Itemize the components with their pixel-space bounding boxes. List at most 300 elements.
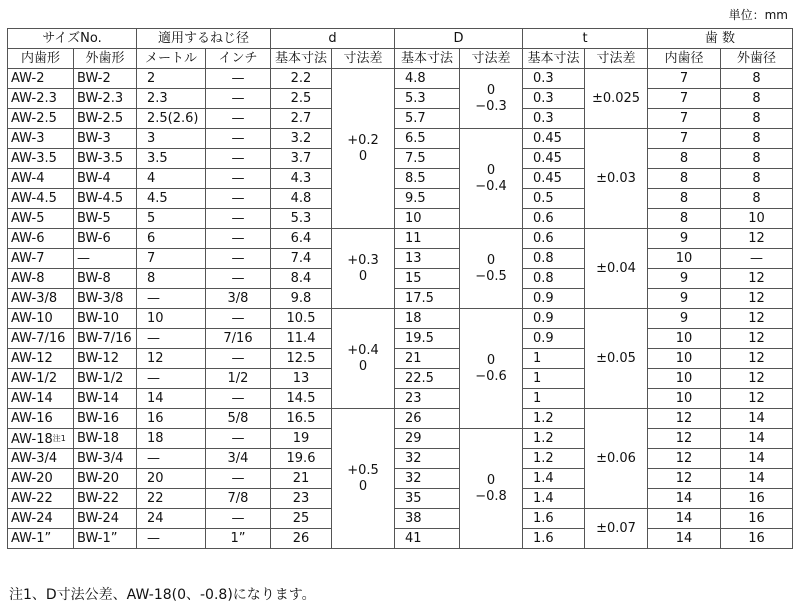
table-row — [8, 289, 793, 309]
table-row — [8, 109, 793, 129]
d-basic-cell: 3.7 — [271, 149, 332, 169]
tolerance-upper: 0 — [486, 82, 496, 98]
inner-type-label: AW-14 — [11, 391, 53, 406]
tolerance-lower: 0 — [358, 358, 368, 374]
header-d-tolerance: 寸法差 — [332, 49, 395, 69]
t-basic-cell: 1.2 — [523, 409, 585, 429]
tolerance-upper: 0 — [486, 472, 496, 488]
t-tolerance-cell: ±0.025 — [585, 69, 648, 129]
teeth-outer-cell: 8 — [721, 69, 793, 89]
inch-thread-cell: — — [206, 269, 271, 289]
t-basic-cell: 1.6 — [523, 529, 585, 549]
inner-type-cell — [8, 409, 74, 429]
teeth-outer-cell: 8 — [721, 149, 793, 169]
d-tolerance-cell — [332, 229, 395, 309]
D-basic-cell: 11 — [395, 229, 460, 249]
metric-thread-cell: — — [137, 449, 206, 469]
t-basic-cell: 0.8 — [523, 269, 585, 289]
outer-type-cell: BW-3 — [74, 129, 137, 149]
d-basic-cell: 2.7 — [271, 109, 332, 129]
teeth-inner-cell: 12 — [648, 469, 721, 489]
D-basic-cell: 32 — [395, 469, 460, 489]
inch-thread-cell: 7/16 — [206, 329, 271, 349]
inner-type-cell — [8, 189, 74, 209]
D-basic-cell: 22.5 — [395, 369, 460, 389]
teeth-inner-cell: 7 — [648, 129, 721, 149]
d-basic-cell: 9.8 — [271, 289, 332, 309]
footnote-marker: 注1 — [52, 433, 66, 443]
table-row — [8, 429, 793, 449]
inner-type-cell — [8, 529, 74, 549]
D-basic-cell: 4.8 — [395, 69, 460, 89]
metric-thread-cell: 10 — [137, 309, 206, 329]
t-basic-cell: 1.4 — [523, 489, 585, 509]
d-basic-cell: 2.5 — [271, 89, 332, 109]
inch-thread-cell: — — [206, 389, 271, 409]
teeth-inner-cell: 9 — [648, 289, 721, 309]
d-basic-cell: 25 — [271, 509, 332, 529]
metric-thread-cell: 5 — [137, 209, 206, 229]
inch-thread-cell: — — [206, 309, 271, 329]
D-basic-cell: 18 — [395, 309, 460, 329]
tolerance-upper: 0 — [486, 252, 496, 268]
D-basic-cell: 17.5 — [395, 289, 460, 309]
d-basic-cell: 23 — [271, 489, 332, 509]
teeth-outer-cell: 12 — [721, 269, 793, 289]
inner-type-cell — [8, 169, 74, 189]
D-basic-cell: 9.5 — [395, 189, 460, 209]
tolerance-upper: 0 — [486, 162, 496, 178]
inner-type-label: AW-5 — [11, 211, 45, 226]
outer-type-cell: BW-7/16 — [74, 329, 137, 349]
inner-type-label: AW-1” — [11, 531, 52, 546]
teeth-inner-cell: 8 — [648, 209, 721, 229]
inner-type-label: AW-2 — [11, 71, 45, 86]
inner-type-cell — [8, 209, 74, 229]
inch-thread-cell: — — [206, 509, 271, 529]
inner-type-label: AW-24 — [11, 511, 53, 526]
outer-type-cell: BW-8 — [74, 269, 137, 289]
outer-type-cell: BW-24 — [74, 509, 137, 529]
header-t-basic: 基本寸法 — [523, 49, 585, 69]
metric-thread-cell: 2 — [137, 69, 206, 89]
D-basic-cell: 10 — [395, 209, 460, 229]
inch-thread-cell: 3/4 — [206, 449, 271, 469]
table-row — [8, 189, 793, 209]
outer-type-cell: BW-18 — [74, 429, 137, 449]
inner-type-label: AW-4 — [11, 171, 45, 186]
header-d-basic: 基本寸法 — [271, 49, 332, 69]
d-tolerance-cell — [332, 309, 395, 409]
t-tolerance-cell: ±0.06 — [585, 409, 648, 509]
D-basic-cell: 8.5 — [395, 169, 460, 189]
t-basic-cell: 1.4 — [523, 469, 585, 489]
teeth-inner-cell: 9 — [648, 309, 721, 329]
inner-type-label: AW-16 — [11, 411, 53, 426]
d-basic-cell: 13 — [271, 369, 332, 389]
header-size-group: サイズNo. — [8, 29, 137, 49]
metric-thread-cell: 6 — [137, 229, 206, 249]
d-basic-cell: 4.8 — [271, 189, 332, 209]
table-row — [8, 69, 793, 89]
t-basic-cell: 1.6 — [523, 509, 585, 529]
teeth-inner-cell: 8 — [648, 189, 721, 209]
t-basic-cell: 0.3 — [523, 109, 585, 129]
inner-type-label: AW-7/16 — [11, 331, 66, 346]
inner-type-cell — [8, 249, 74, 269]
t-basic-cell: 0.3 — [523, 89, 585, 109]
inch-thread-cell: — — [206, 129, 271, 149]
metric-thread-cell: 12 — [137, 349, 206, 369]
D-basic-cell: 35 — [395, 489, 460, 509]
D-tolerance-cell — [460, 129, 523, 229]
table-body — [8, 69, 793, 549]
tolerance-lower: 0 — [358, 148, 368, 164]
teeth-outer-cell: 16 — [721, 509, 793, 529]
teeth-outer-cell: 16 — [721, 529, 793, 549]
D-basic-cell: 19.5 — [395, 329, 460, 349]
inner-type-label: AW-3/4 — [11, 451, 58, 466]
header-group-row — [8, 29, 793, 49]
tolerance-upper: +0.5 — [347, 462, 379, 478]
inner-type-cell — [8, 329, 74, 349]
outer-type-cell: BW-1/2 — [74, 369, 137, 389]
header-thread-group: 適用するねじ径 — [137, 29, 271, 49]
inner-type-cell — [8, 349, 74, 369]
t-basic-cell: 0.3 — [523, 69, 585, 89]
inner-type-label: AW-18 — [11, 431, 53, 447]
inner-type-label: AW-8 — [11, 271, 45, 286]
d-basic-cell: 19.6 — [271, 449, 332, 469]
outer-type-cell: BW-1” — [74, 529, 137, 549]
t-basic-cell: 1 — [523, 389, 585, 409]
table-row — [8, 309, 793, 329]
inch-thread-cell: — — [206, 169, 271, 189]
metric-thread-cell: 8 — [137, 269, 206, 289]
tolerance-upper: +0.2 — [347, 132, 379, 148]
table-row — [8, 509, 793, 529]
inner-type-cell — [8, 429, 74, 449]
teeth-inner-cell: 8 — [648, 169, 721, 189]
D-basic-cell: 23 — [395, 389, 460, 409]
d-basic-cell: 26 — [271, 529, 332, 549]
teeth-inner-cell: 10 — [648, 329, 721, 349]
t-tolerance-cell: ±0.04 — [585, 229, 648, 309]
t-tolerance-cell: ±0.03 — [585, 129, 648, 229]
t-basic-cell: 0.5 — [523, 189, 585, 209]
tolerance-lower: −0.5 — [475, 268, 507, 284]
header-teeth-inner: 内歯径 — [648, 49, 721, 69]
table-row — [8, 149, 793, 169]
teeth-inner-cell: 9 — [648, 269, 721, 289]
outer-type-cell: BW-16 — [74, 409, 137, 429]
teeth-inner-cell: 12 — [648, 409, 721, 429]
metric-thread-cell: — — [137, 289, 206, 309]
d-basic-cell: 16.5 — [271, 409, 332, 429]
d-tolerance-cell — [332, 409, 395, 549]
d-basic-cell: 5.3 — [271, 209, 332, 229]
D-basic-cell: 6.5 — [395, 129, 460, 149]
inch-thread-cell: — — [206, 69, 271, 89]
table-row — [8, 349, 793, 369]
teeth-outer-cell: — — [721, 249, 793, 269]
footnote: 注1、D寸法公差、AW-18(0、-0.8)になります。 — [9, 587, 316, 603]
header-teeth-outer: 外歯径 — [721, 49, 793, 69]
d-basic-cell: 2.2 — [271, 69, 332, 89]
inner-type-cell — [8, 369, 74, 389]
metric-thread-cell: 3 — [137, 129, 206, 149]
inch-thread-cell: — — [206, 109, 271, 129]
inner-type-label: AW-6 — [11, 231, 45, 246]
outer-type-cell: — — [74, 249, 137, 269]
D-basic-cell: 32 — [395, 449, 460, 469]
inch-thread-cell: — — [206, 89, 271, 109]
inch-thread-cell: — — [206, 149, 271, 169]
metric-thread-cell: 16 — [137, 409, 206, 429]
inner-type-label: AW-20 — [11, 471, 53, 486]
metric-thread-cell: 2.5(2.6) — [137, 109, 206, 129]
outer-type-cell: BW-3.5 — [74, 149, 137, 169]
teeth-inner-cell: 12 — [648, 429, 721, 449]
inch-thread-cell: — — [206, 429, 271, 449]
metric-thread-cell: 2.3 — [137, 89, 206, 109]
inner-type-cell — [8, 449, 74, 469]
t-basic-cell: 1 — [523, 369, 585, 389]
inner-type-label: AW-2.3 — [11, 91, 57, 106]
t-basic-cell: 0.9 — [523, 329, 585, 349]
outer-type-cell: BW-20 — [74, 469, 137, 489]
header-inch: インチ — [206, 49, 271, 69]
t-basic-cell: 1.2 — [523, 429, 585, 449]
teeth-inner-cell: 7 — [648, 69, 721, 89]
inch-thread-cell: 3/8 — [206, 289, 271, 309]
t-basic-cell: 0.6 — [523, 229, 585, 249]
inch-thread-cell: 1” — [206, 529, 271, 549]
header-t-tolerance: 寸法差 — [585, 49, 648, 69]
teeth-outer-cell: 14 — [721, 429, 793, 449]
t-basic-cell: 0.6 — [523, 209, 585, 229]
outer-type-cell: BW-12 — [74, 349, 137, 369]
teeth-inner-cell: 8 — [648, 149, 721, 169]
tolerance-lower: 0 — [358, 268, 368, 284]
table-row — [8, 329, 793, 349]
inner-type-label: AW-3/8 — [11, 291, 58, 306]
header-outer-type: 外歯形 — [74, 49, 137, 69]
outer-type-cell: BW-2.3 — [74, 89, 137, 109]
teeth-outer-cell: 16 — [721, 489, 793, 509]
metric-thread-cell: 7 — [137, 249, 206, 269]
teeth-outer-cell: 8 — [721, 89, 793, 109]
D-basic-cell: 5.3 — [395, 89, 460, 109]
tolerance-lower: −0.6 — [475, 368, 507, 384]
teeth-outer-cell: 8 — [721, 169, 793, 189]
table-row — [8, 229, 793, 249]
teeth-inner-cell: 10 — [648, 249, 721, 269]
table-row — [8, 409, 793, 429]
table-row — [8, 389, 793, 409]
washer-spec-table — [7, 28, 793, 549]
d-basic-cell: 14.5 — [271, 389, 332, 409]
inner-type-cell — [8, 509, 74, 529]
inner-type-cell — [8, 269, 74, 289]
tolerance-lower: 0 — [358, 478, 368, 494]
teeth-outer-cell: 12 — [721, 349, 793, 369]
table-row — [8, 449, 793, 469]
inner-type-cell — [8, 89, 74, 109]
table-row — [8, 469, 793, 489]
outer-type-cell: BW-2 — [74, 69, 137, 89]
header-t-group: t — [523, 29, 648, 49]
inner-type-label: AW-3.5 — [11, 151, 57, 166]
metric-thread-cell: 14 — [137, 389, 206, 409]
inner-type-cell — [8, 109, 74, 129]
t-basic-cell: 0.9 — [523, 289, 585, 309]
teeth-outer-cell: 12 — [721, 389, 793, 409]
t-tolerance-cell: ±0.05 — [585, 309, 648, 409]
D-basic-cell: 15 — [395, 269, 460, 289]
d-basic-cell: 10.5 — [271, 309, 332, 329]
D-basic-cell: 7.5 — [395, 149, 460, 169]
outer-type-cell: BW-3/8 — [74, 289, 137, 309]
metric-thread-cell: — — [137, 329, 206, 349]
d-basic-cell: 4.3 — [271, 169, 332, 189]
d-basic-cell: 6.4 — [271, 229, 332, 249]
teeth-inner-cell: 10 — [648, 389, 721, 409]
D-tolerance-cell — [460, 429, 523, 549]
header-teeth-group: 歯 数 — [648, 29, 793, 49]
tolerance-lower: −0.4 — [475, 178, 507, 194]
inner-type-label: AW-3 — [11, 131, 45, 146]
D-basic-cell: 26 — [395, 409, 460, 429]
header-inner-type: 内歯形 — [8, 49, 74, 69]
header-column-row — [8, 49, 793, 69]
inch-thread-cell: 1/2 — [206, 369, 271, 389]
teeth-outer-cell: 8 — [721, 189, 793, 209]
d-basic-cell: 7.4 — [271, 249, 332, 269]
teeth-outer-cell: 12 — [721, 229, 793, 249]
outer-type-cell: BW-5 — [74, 209, 137, 229]
inner-type-cell — [8, 309, 74, 329]
t-basic-cell: 0.45 — [523, 169, 585, 189]
inner-type-label: AW-2.5 — [11, 111, 57, 126]
header-metric: メートル — [137, 49, 206, 69]
teeth-inner-cell: 9 — [648, 229, 721, 249]
teeth-inner-cell: 14 — [648, 489, 721, 509]
unit-label: 単位：mm — [728, 8, 788, 22]
outer-type-cell: BW-2.5 — [74, 109, 137, 129]
D-basic-cell: 29 — [395, 429, 460, 449]
metric-thread-cell: 4 — [137, 169, 206, 189]
inner-type-cell — [8, 69, 74, 89]
outer-type-cell: BW-4.5 — [74, 189, 137, 209]
teeth-outer-cell: 12 — [721, 309, 793, 329]
teeth-inner-cell: 14 — [648, 529, 721, 549]
metric-thread-cell: — — [137, 369, 206, 389]
D-basic-cell: 21 — [395, 349, 460, 369]
tolerance-upper: +0.3 — [347, 252, 379, 268]
inner-type-cell — [8, 129, 74, 149]
metric-thread-cell: — — [137, 529, 206, 549]
t-basic-cell: 1.2 — [523, 449, 585, 469]
inch-thread-cell: — — [206, 469, 271, 489]
inner-type-cell — [8, 469, 74, 489]
table-row — [8, 209, 793, 229]
inch-thread-cell: — — [206, 209, 271, 229]
t-tolerance-cell: ±0.07 — [585, 509, 648, 549]
tolerance-lower: −0.8 — [475, 488, 507, 504]
teeth-inner-cell: 10 — [648, 349, 721, 369]
inner-type-cell — [8, 489, 74, 509]
t-basic-cell: 0.45 — [523, 129, 585, 149]
inner-type-label: AW-1/2 — [11, 371, 58, 386]
table-row — [8, 89, 793, 109]
header-D-basic: 基本寸法 — [395, 49, 460, 69]
d-basic-cell: 21 — [271, 469, 332, 489]
inch-thread-cell: — — [206, 229, 271, 249]
D-basic-cell: 5.7 — [395, 109, 460, 129]
outer-type-cell: BW-3/4 — [74, 449, 137, 469]
D-tolerance-cell — [460, 309, 523, 429]
metric-thread-cell: 3.5 — [137, 149, 206, 169]
inch-thread-cell: 7/8 — [206, 489, 271, 509]
outer-type-cell: BW-6 — [74, 229, 137, 249]
inch-thread-cell: 5/8 — [206, 409, 271, 429]
teeth-outer-cell: 8 — [721, 129, 793, 149]
inch-thread-cell: — — [206, 249, 271, 269]
tolerance-upper: 0 — [486, 352, 496, 368]
teeth-outer-cell: 12 — [721, 329, 793, 349]
t-basic-cell: 1 — [523, 349, 585, 369]
inner-type-cell — [8, 149, 74, 169]
teeth-outer-cell: 8 — [721, 109, 793, 129]
teeth-outer-cell: 12 — [721, 289, 793, 309]
inner-type-label: AW-22 — [11, 491, 53, 506]
inner-type-label: AW-7 — [11, 251, 45, 266]
inch-thread-cell: — — [206, 349, 271, 369]
inner-type-label: AW-4.5 — [11, 191, 57, 206]
inch-thread-cell: — — [206, 189, 271, 209]
d-basic-cell: 8.4 — [271, 269, 332, 289]
table-row — [8, 489, 793, 509]
t-basic-cell: 0.9 — [523, 309, 585, 329]
table-row — [8, 169, 793, 189]
teeth-outer-cell: 14 — [721, 449, 793, 469]
t-basic-cell: 0.45 — [523, 149, 585, 169]
D-basic-cell: 38 — [395, 509, 460, 529]
teeth-inner-cell: 14 — [648, 509, 721, 529]
outer-type-cell: BW-22 — [74, 489, 137, 509]
table-row — [8, 369, 793, 389]
header-D-tolerance: 寸法差 — [460, 49, 523, 69]
D-basic-cell: 13 — [395, 249, 460, 269]
teeth-inner-cell: 10 — [648, 369, 721, 389]
d-basic-cell: 19 — [271, 429, 332, 449]
inner-type-cell — [8, 289, 74, 309]
header-D-group: D — [395, 29, 523, 49]
teeth-outer-cell: 14 — [721, 469, 793, 489]
outer-type-cell: BW-14 — [74, 389, 137, 409]
d-basic-cell: 12.5 — [271, 349, 332, 369]
d-basic-cell: 3.2 — [271, 129, 332, 149]
D-tolerance-cell — [460, 229, 523, 309]
table-row — [8, 129, 793, 149]
inner-type-cell — [8, 229, 74, 249]
header-d-group: d — [271, 29, 395, 49]
metric-thread-cell: 20 — [137, 469, 206, 489]
D-basic-cell: 41 — [395, 529, 460, 549]
table-row — [8, 269, 793, 289]
D-tolerance-cell — [460, 69, 523, 129]
